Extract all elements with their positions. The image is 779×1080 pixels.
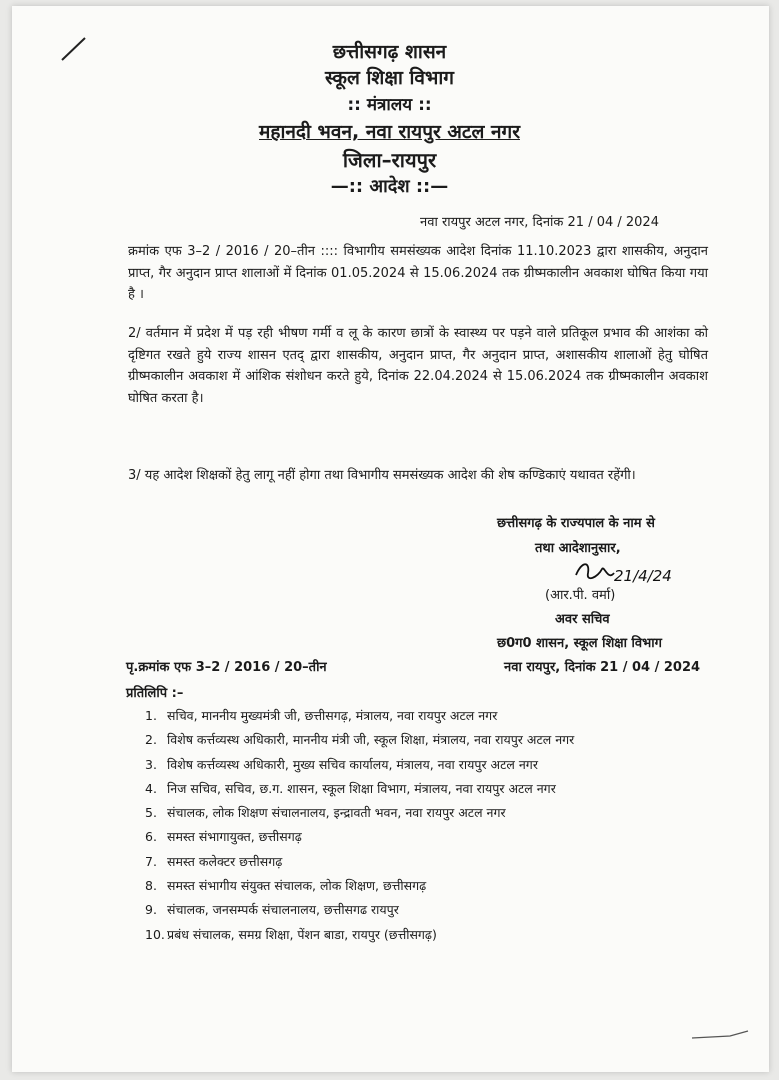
order-place-date: नवा रायपुर अटल नगर, दिनांक 21 / 04 / 2024 (420, 215, 659, 230)
copy-item-text: निज सचिव, सचिव, छ.ग. शासन, स्कूल शिक्षा विभाग, मंत्रालय, नवा रायपुर अटल नगर (167, 780, 556, 796)
header-department: स्कूल शिक्षा विभाग (325, 67, 454, 89)
signatory-name: (आर.पी. वर्मा) (545, 588, 616, 603)
signatory-office: छ0ग0 शासन, स्कूल शिक्षा विभाग (497, 636, 662, 651)
copy-list-item (145, 730, 705, 754)
copy-list-item (145, 755, 705, 779)
copy-to-label: प्रतिलिपि :– (126, 686, 184, 701)
copy-item-text: प्रबंध संचालक, समग्र शिक्षा, पेंशन बाडा, रायपुर (छत्तीसगढ़) (167, 926, 437, 942)
signatory-designation: अवर सचिव (555, 612, 610, 627)
copy-item-text: समस्त संभागीय संयुक्त संचालक, लोक शिक्षण, छत्तीसगढ़ (167, 878, 427, 894)
copy-list-item (145, 706, 705, 730)
endorsement-number: पृ.क्रमांक एफ 3–2 / 2016 / 20–तीन (126, 660, 327, 675)
copy-item-number: 8. (145, 878, 157, 894)
copy-item-text: विशेष कर्त्तव्यस्थ अधिकारी, मुख्य सचिव कार्यालय, मंत्रालय, नवा रायपुर अटल नगर (167, 756, 538, 772)
copy-list-item (145, 900, 705, 924)
signature-date: 21/4/24 (614, 567, 672, 585)
copy-list (145, 706, 705, 949)
copy-item-text: समस्त कलेक्टर छत्तीसगढ़ (167, 853, 283, 869)
copy-item-number: 10. (145, 926, 165, 942)
copy-list-item (145, 852, 705, 876)
header-order-title: —:: आदेश ::— (330, 176, 449, 197)
signature-order-line: तथा आदेशानुसार, (535, 541, 621, 556)
copy-item-text: सचिव, माननीय मुख्यमंत्री जी, छत्तीसगढ़, मंत्रालय, नवा रायपुर अटल नगर (167, 708, 498, 723)
signatory-place-date: नवा रायपुर, दिनांक 21 / 04 / 2024 (504, 660, 701, 675)
copy-list-item (145, 827, 705, 851)
copy-item-number: 1. (145, 708, 157, 723)
order-paragraph-2: 2/ वर्तमान में प्रदेश में पड़ रही भीषण गर्मी व लू के कारण छात्रों के स्वास्थ्य पर पड़ने वाले प्रतिकूल प्रभाव की आशंका को दृष्टिगत रखते हुये राज्य शासन एतद् द्वारा शासकीय, अनुदान प्राप्त, गैर अनुदान प्राप्त, अशासकीय शालाओं हेतु घोषित ग्रीष्मकालीन अवकाश में आंशिक संशोधन करते हुये, दिनांक 22.04.2024 से 15.06.2024 तक ग्रीष्मकालीन अवकाश घोषित करता है। (128, 326, 708, 406)
copy-item-number: 2. (145, 732, 157, 748)
order-paragraph-1: क्रमांक एफ 3–2 / 2016 / 20–तीन :::: विभागीय समसंख्यक आदेश दिनांक 11.10.2023 द्वारा शासकीय, अनुदान प्राप्त, गैर अनुदान प्राप्त शालाओं में दिनांक 01.05.2024 से 15.06.2024 तक ग्रीष्मकालीन अवकाश घोषित किया गया है । (128, 244, 708, 302)
signature-governor-line: छत्तीसगढ़ के राज्यपाल के नाम से (497, 516, 655, 531)
copy-item-text: विशेष कर्त्तव्यस्थ अधिकारी, माननीय मंत्री जी, स्कूल शिक्षा, मंत्रालय, नवा रायपुर अटल नगर (167, 732, 575, 748)
copy-item-text: संचालक, जनसम्पर्क संचालनालय, छत्तीसगढ रायपुर (167, 902, 399, 918)
copy-item-number: 7. (145, 853, 157, 869)
copy-item-number: 3. (145, 756, 157, 772)
copy-item-text: समस्त संभागायुक्त, छत्तीसगढ़ (167, 829, 302, 845)
copy-list-item (145, 803, 705, 827)
copy-item-text: संचालक, लोक शिक्षण संचालनालय, इन्द्रावती भवन, नवा रायपुर अटल नगर (167, 805, 506, 821)
copy-item-number: 5. (145, 805, 157, 821)
copy-item-number: 9. (145, 902, 157, 918)
order-paragraph-3: 3/ यह आदेश शिक्षकों हेतु लागू नहीं होगा तथा विभागीय समसंख्यक आदेश की शेष कण्डिकाएं यथावत रहेंगी। (128, 468, 636, 483)
header-ministry: :: मंत्रालय :: (347, 95, 432, 115)
copy-item-number: 4. (145, 780, 157, 796)
header-district: जिला–रायपुर (342, 148, 437, 172)
header-government: छत्तीसगढ़ शासन (332, 41, 447, 63)
copy-list-item (145, 925, 705, 949)
header-address: महानदी भवन, नवा रायपुर अटल नगर (259, 121, 520, 143)
copy-item-number: 6. (145, 829, 157, 845)
copy-list-item (145, 876, 705, 900)
scan-mark (690, 1028, 750, 1042)
copy-list-item (145, 779, 705, 803)
